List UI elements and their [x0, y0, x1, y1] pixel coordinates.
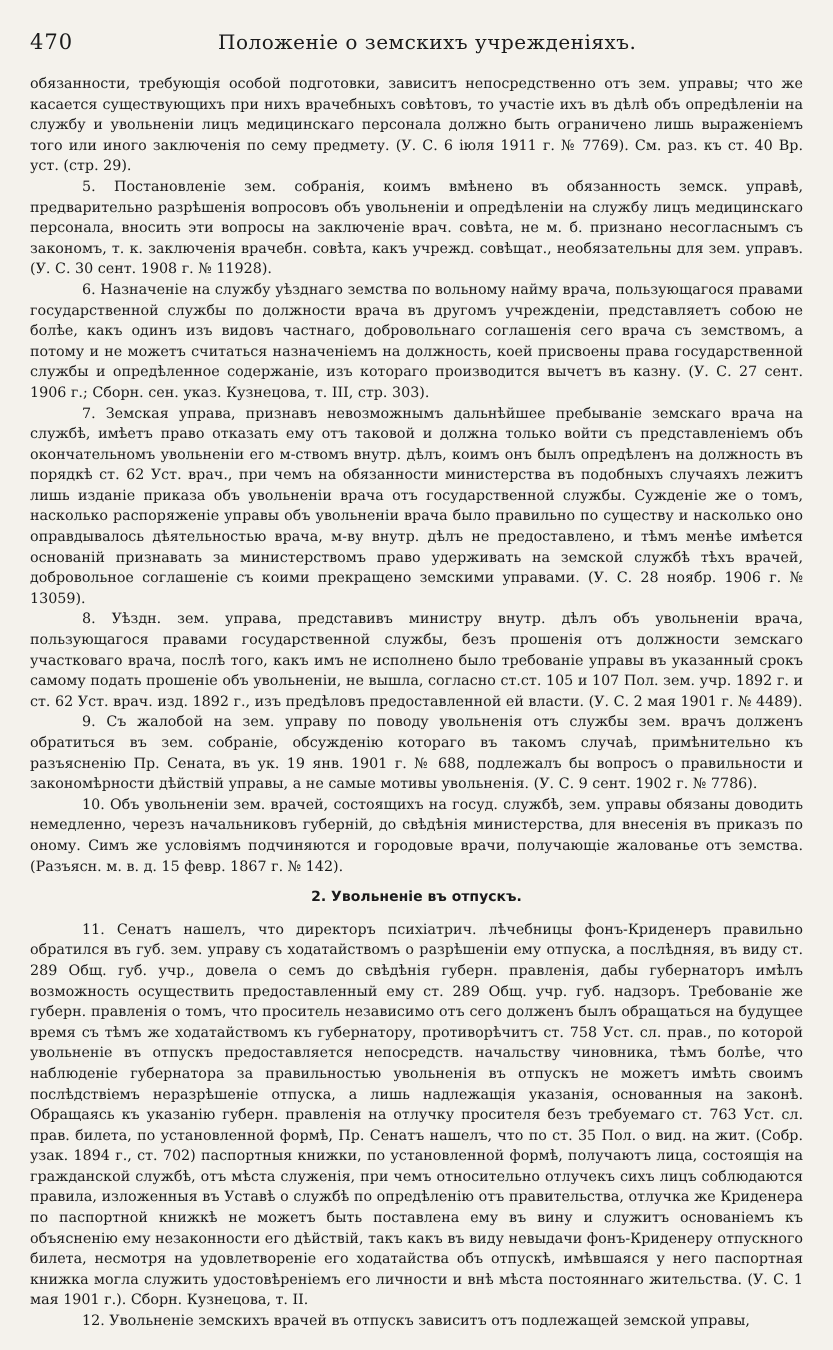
- paragraph-11: 11. Сенатъ нашелъ, что директоръ психіатрич. лѣчебницы фонъ-Криденеръ правильно обратился въ губ. зем. управу съ ходатайствомъ о разрѣшеніи ему отпуска, а послѣдняя, въ виду ст. 289 Общ. губ. учр., довела о семъ до свѣдѣнія губерн. правленія, дабы губернаторъ имѣлъ возможность осуществить предоставленный ему ст. 289 Общ. учр. губ. надзоръ. Требованіе же губерн. правленія о томъ, что проситель независимо отъ сего долженъ былъ обращаться на будущее время съ тѣмъ же ходатайствомъ къ губернатору, противорѣчитъ ст. 758 Уст. сл. прав., по которой увольненіе въ отпускъ предоставляется непосредств. начальству чиновника, тѣмъ болѣе, что наблюденіе губернатора за правильностью увольненія въ отпускъ не можетъ имѣть своимъ послѣдствіемъ неразрѣшеніе отпуска, а лишь надлежащія указанія, основанныя на законѣ. Обращаясь къ указанію губерн. правленія на отлучку просителя безъ требуемаго ст. 763 Уст. сл. прав. билета, по установленной формѣ, Пр. Сенатъ нашелъ, что по ст. 35 Пол. о вид. на жит. (Собр. узак. 1894 г., ст. 702) паспортныя книжки, по установленной формѣ, получаютъ лица, состоящія на гражданской службѣ, отъ мѣста служенія, при чемъ относительно отлучекъ сихъ лицъ соблюдаются правила, изложенныя въ Уставѣ о службѣ по опредѣленію отъ правительства, отлучка же Криденера по паспортной книжкѣ не можетъ быть поставлена ему въ вину и служитъ основаніемъ къ объясненію ему незаконности его дѣйствій, такъ какъ въ виду невыдачи фонъ-Криденеру отпускного билета, несмотря на удовлетвореніе его ходатайства объ отпускѣ, имѣвшаяся у него паспортная книжка могла служить удостовѣреніемъ его личности и внѣ мѣста постояннаго жительства. (У. С. 1 мая 1901 г.). Сборн. Кузнецова, т. II.: [30, 921, 803, 1309]
- page-number: 470: [30, 30, 74, 54]
- section-heading: 2. Увольненіе въ отпускъ.: [311, 889, 522, 906]
- body-text: [30, 74, 803, 1332]
- running-title: Положеніе о земскихъ учрежденіяхъ.: [218, 30, 637, 54]
- paragraph-7: 7. Земская управа, признавъ невозможнымъ дальнѣйшее пребываніе земскаго врача на службѣ, имѣетъ право отказать ему отъ таковой и должна только войти съ представленіемъ объ окончательномъ увольненіи его м-ствомъ внутр. дѣлъ, коимъ онъ былъ опредѣленъ на должность въ порядкѣ ст. 62 Уст. врач., при чемъ на обязанности министерства въ подобныхъ случаяхъ лежитъ лишь изданіе приказа объ увольненіи врача отъ государственной службы. Сужденіе же о томъ, насколько распоряженіе управы объ увольненіи врача было правильно по существу и насколько оно оправдывалось дѣятельностью врача, м-ву внутр. дѣлъ не предоставлено, и тѣмъ менѣе имѣется основаній признавать за министерствомъ право удерживать на земской службѣ тѣхъ врачей, добровольное соглашеніе съ коими прекращено земскими управами. (У. С. 28 ноябр. 1906 г. № 13059).: [30, 405, 803, 607]
- paragraph-continued: обязанности, требующія особой подготовки, зависитъ непосредственно отъ зем. управы; что же касается существующихъ при нихъ врачебныхъ совѣтовъ, то участіе ихъ въ дѣлѣ объ опредѣленіи на службу и увольненіи лицъ медицинскаго персонала должно быть ограничено лишь выраженіемъ того или иного заключенія по сему предмету. (У. С. 6 іюля 1911 г. № 7769). См. раз. къ ст. 40 Вр. уст. (стр. 29).: [30, 76, 803, 175]
- paragraph-12: 12. Увольненіе земскихъ врачей въ отпускъ зависитъ отъ подлежащей земской управы,: [82, 1313, 750, 1330]
- paragraph-6: 6. Назначеніе на службу уѣзднаго земства по вольному найму врача, пользующагося правами государственной службы по должности врача въ другомъ учрежденіи, представляетъ собою не болѣе, какъ одинъ изъ видовъ частнаго, добровольнаго соглашенія сего врача съ земствомъ, а потому и не можетъ считаться назначеніемъ на должность, коей присвоены права государственной службы и опредѣленное содержаніе, изъ котораго производится вычетъ въ казну. (У. С. 27 сент. 1906 г.; Сборн. сен. указ. Кузнецова, т. III, стр. 303).: [30, 281, 803, 401]
- paragraph-9: 9. Съ жалобой на зем. управу по поводу увольненія отъ службы зем. врачъ долженъ обратиться въ зем. собраніе, обсужденію котораго въ такомъ случаѣ, примѣнительно къ разъясненію Пр. Сената, въ ук. 19 янв. 1901 г. № 688, подлежалъ бы вопросъ о правильности и закономѣрности дѣйствій управы, а не самые мотивы увольненія. (У. С. 9 сент. 1902 г. № 7786).: [30, 714, 803, 793]
- paragraph-10: 10. Объ увольненіи зем. врачей, состоящихъ на госуд. службѣ, зем. управы обязаны доводить немедленно, черезъ начальниковъ губерній, до свѣдѣнія министерства, для внесенія въ приказъ по оному. Симъ же условіямъ подчиняются и городовые врачи, получающіе жалованье отъ земства. (Разъясн. м. в. д. 15 февр. 1867 г. № 142).: [30, 796, 803, 875]
- paragraph-8: 8. Уѣздн. зем. управа, представивъ министру внутр. дѣлъ объ увольненіи врача, пользующагося правами государственной службы, безъ прошенія отъ должности земскаго участковаго врача, послѣ того, какъ имъ не исполнено было требованіе управы въ указанный срокъ самому подать прошеніе объ увольненіи, не вышла, согласно ст.ст. 105 и 107 Пол. зем. учр. 1892 г. и ст. 62 Уст. врач. изд. 1892 г., изъ предѣловъ предоставленной ей власти. (У. С. 2 мая 1901 г. № 4489).: [30, 611, 803, 710]
- page-header: [30, 30, 803, 74]
- paragraph-5: 5. Постановленіе зем. собранія, коимъ вмѣнено въ обязанность земск. управѣ, предварительно разрѣшенія вопросовъ объ увольненіи и опредѣленіи на службу лицъ медицинскаго персонала, вносить эти вопросы на заключеніе врач. совѣта, не м. б. признано несогласнымъ съ закономъ, т. к. заключенія врачебн. совѣта, какъ учрежд. совѣщат., необязательны для зем. управъ. (У. С. 30 сент. 1908 г. № 11928).: [30, 178, 803, 278]
